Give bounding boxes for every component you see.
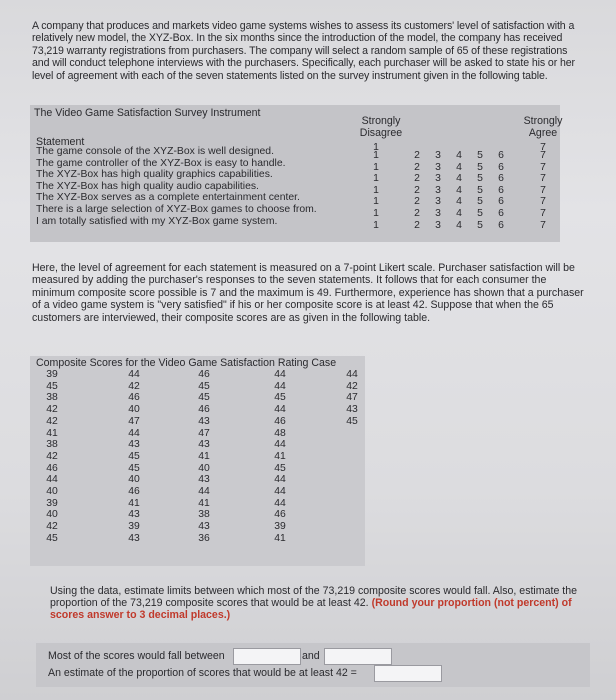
composite-score: 44 xyxy=(346,369,358,380)
composite-score: 43 xyxy=(128,509,140,521)
scale-value: 5 xyxy=(477,173,483,185)
composite-score: 41 xyxy=(128,497,140,509)
composite-score: 44 xyxy=(128,427,140,439)
scale-value: 2 xyxy=(414,219,420,231)
composite-score: 43 xyxy=(346,404,358,416)
scale-value: 1 xyxy=(373,196,379,208)
answer-line-limits xyxy=(48,650,225,662)
composite-score: 47 xyxy=(346,392,358,404)
composite-score: 45 xyxy=(46,532,58,544)
scale-value: 7 xyxy=(540,150,546,161)
scale-value: 3 xyxy=(435,161,441,173)
composite-score: 39 xyxy=(46,497,58,509)
scale-value: 2 xyxy=(414,150,420,161)
composite-score: 42 xyxy=(128,380,140,392)
composite-score: 44 xyxy=(46,474,58,486)
composite-score: 43 xyxy=(128,532,140,544)
statement-item: The XYZ-Box has high quality audio capabilities. xyxy=(36,180,259,192)
composite-score: 44 xyxy=(198,486,210,497)
composite-score: 41 xyxy=(274,450,286,462)
scale-value: 1 xyxy=(373,219,379,231)
scale-value: 5 xyxy=(477,161,483,173)
composite-score: 46 xyxy=(46,462,58,474)
scale-value: 2 xyxy=(414,173,420,185)
scale-value: 2 xyxy=(414,208,420,219)
proportion-input[interactable] xyxy=(374,665,442,682)
composite-score: 38 xyxy=(46,392,58,404)
scale-value: 4 xyxy=(456,219,462,231)
composite-score: 44 xyxy=(274,380,286,392)
scale-value: 7 xyxy=(540,173,546,185)
strongly-disagree-line1: Strongly xyxy=(361,115,401,127)
scale-value: 6 xyxy=(498,184,504,196)
composite-score: 44 xyxy=(274,404,286,416)
scale-value: 3 xyxy=(435,173,441,185)
composite-score: 41 xyxy=(198,450,210,462)
composite-score: 44 xyxy=(274,497,286,509)
statement-item: I am totally satisfied with my XYZ-Box game system. xyxy=(36,215,278,227)
scale-value: 4 xyxy=(456,208,462,219)
scale-value: 7 xyxy=(540,184,546,196)
composite-score: 38 xyxy=(198,509,210,521)
statement-item: The game console of the XYZ-Box is well designed. xyxy=(36,146,274,157)
answer-line-proportion xyxy=(48,667,357,679)
composite-score: 45 xyxy=(198,392,210,404)
composite-score: 43 xyxy=(198,415,210,427)
scale-value: 6 xyxy=(498,150,504,161)
scale-value: 6 xyxy=(498,173,504,185)
composite-table-title: Composite Scores for the Video Game Satisfaction Rating Case xyxy=(36,357,337,369)
strongly-disagree-header xyxy=(352,116,410,139)
composite-score: 36 xyxy=(198,532,210,544)
composite-score: 40 xyxy=(46,486,58,497)
limits-label: Most of the scores would fall between xyxy=(48,650,225,662)
rounding-instruction: (Round your proportion (not percent) of scores answer to 3 decimal places.) xyxy=(50,597,572,622)
strongly-agree-line2: Agree xyxy=(528,126,558,139)
scale-value: 3 xyxy=(435,184,441,196)
scale-value: 4 xyxy=(456,150,462,161)
scale-value: 4 xyxy=(456,173,462,185)
composite-score: 38 xyxy=(46,439,58,451)
composite-score: 42 xyxy=(46,450,58,462)
composite-score: 45 xyxy=(274,392,286,404)
upper-limit-input[interactable] xyxy=(324,648,392,665)
scale-value: 1 xyxy=(373,184,379,196)
scale-value: 3 xyxy=(435,208,441,219)
scale-value: 3 xyxy=(435,219,441,231)
statement-item: The game controller of the XYZ-Box is easy to handle. xyxy=(36,157,286,169)
scale-value: 1 xyxy=(373,142,379,153)
scale-value: 2 xyxy=(414,161,420,173)
intro-paragraph: A company that produces and markets video game systems wishes to assess its customers' level of satisfaction with a relatively new model, the XYZ-Box. In the six months since the introduction of the model, the company has received 73,219 warranty registrations from purchasers. The company will select a random sample of 65 of these registrations and will conduct telephone interviews with the purchasers. Specifically, each purchaser will be asked to state his or her level of agreement with each of the seven statements listed on the survey instrument given in the following table. xyxy=(32,20,575,82)
statement-header: Statement xyxy=(36,136,85,148)
composite-score: 42 xyxy=(46,521,58,533)
composite-score: 47 xyxy=(198,427,210,439)
composite-score: 40 xyxy=(128,474,140,486)
scale-value: 7 xyxy=(540,142,546,153)
composite-score: 44 xyxy=(128,369,140,380)
scale-value: 2 xyxy=(414,196,420,208)
composite-score: 43 xyxy=(128,439,140,451)
and-label: and xyxy=(302,650,320,662)
composite-score: 43 xyxy=(198,474,210,486)
survey-table-title: The Video Game Satisfaction Survey Instrument xyxy=(34,107,261,119)
scale-value: 5 xyxy=(477,184,483,196)
composite-score: 40 xyxy=(128,404,140,416)
composite-score: 45 xyxy=(346,415,358,427)
scale-value: 6 xyxy=(498,219,504,231)
scale-value: 5 xyxy=(477,196,483,208)
composite-score: 40 xyxy=(198,462,210,474)
composite-score: 44 xyxy=(274,486,286,497)
proportion-label: An estimate of the proportion of scores that would be at least 42 = xyxy=(48,667,357,679)
composite-score: 45 xyxy=(274,462,286,474)
composite-score: 41 xyxy=(198,497,210,509)
scale-value: 1 xyxy=(373,173,379,185)
strongly-disagree-line2: Disagree xyxy=(359,126,403,139)
scale-value: 4 xyxy=(456,184,462,196)
composite-score: 43 xyxy=(198,439,210,451)
composite-score: 45 xyxy=(128,450,140,462)
scale-value: 1 xyxy=(373,150,379,161)
question-body: Using the data, estimate limits between which most of the 73,219 composite scores would fall. Also, estimate the proportion of the 73,219 composite scores that would be at least 42. xyxy=(50,585,578,610)
strongly-agree-line1: Strongly xyxy=(523,115,563,127)
scale-value: 3 xyxy=(435,150,441,161)
composite-score: 40 xyxy=(46,509,58,521)
composite-score: 45 xyxy=(46,380,58,392)
strongly-agree-header xyxy=(518,116,568,139)
composite-score: 46 xyxy=(274,415,286,427)
composite-score: 44 xyxy=(274,439,286,451)
composite-score: 42 xyxy=(46,404,58,416)
scale-value: 5 xyxy=(477,219,483,231)
scale-value: 1 xyxy=(373,208,379,219)
scale-value: 7 xyxy=(540,161,546,173)
likert-paragraph: Here, the level of agreement for each statement is measured on a 7-point Likert scale. Purchaser satisfaction will be measured by adding the purchaser's responses to the seven statements. It follows that for each consumer the minimum composite score possible is 7 and the maximum is 49. Furthermore, experience has shown that a purchaser of a video game system is "very satisfied" if his or her composite score is at least 42. Suppose that when the 65 customers are interviewed, their composite scores are as given in the following table. xyxy=(32,262,584,324)
composite-score: 46 xyxy=(198,369,210,380)
scale-value: 7 xyxy=(540,219,546,231)
statement-item: There is a large selection of XYZ-Box games to choose from. xyxy=(36,203,317,215)
composite-score: 42 xyxy=(46,415,58,427)
scale-value: 2 xyxy=(414,184,420,196)
scale-value: 7 xyxy=(540,208,546,219)
composite-score: 45 xyxy=(128,462,140,474)
scale-value: 6 xyxy=(498,196,504,208)
composite-score: 47 xyxy=(128,415,140,427)
composite-score: 39 xyxy=(274,521,286,533)
scale-value: 4 xyxy=(456,196,462,208)
scale-value: 5 xyxy=(477,208,483,219)
scale-value: 6 xyxy=(498,161,504,173)
scale-value: 3 xyxy=(435,196,441,208)
lower-limit-input[interactable] xyxy=(233,648,301,665)
statement-item: The XYZ-Box has high quality graphics capabilities. xyxy=(36,169,273,181)
statement-item: The XYZ-Box serves as a complete entertainment center. xyxy=(36,192,300,204)
composite-score: 44 xyxy=(274,474,286,486)
composite-score: 46 xyxy=(128,392,140,404)
scale-value: 6 xyxy=(498,208,504,219)
scale-value: 4 xyxy=(456,161,462,173)
composite-score: 39 xyxy=(128,521,140,533)
composite-score: 46 xyxy=(128,486,140,497)
composite-score: 41 xyxy=(46,427,58,439)
question-text xyxy=(50,585,600,622)
composite-score: 46 xyxy=(274,509,286,521)
composite-score: 42 xyxy=(346,380,358,392)
scale-value: 1 xyxy=(373,161,379,173)
scale-value: 7 xyxy=(540,196,546,208)
composite-score: 43 xyxy=(198,521,210,533)
composite-score: 48 xyxy=(274,427,286,439)
composite-score: 41 xyxy=(274,532,286,544)
statement-list xyxy=(36,146,317,227)
composite-score: 39 xyxy=(46,369,58,380)
composite-score: 44 xyxy=(274,369,286,380)
composite-score: 46 xyxy=(198,404,210,416)
composite-score: 45 xyxy=(198,380,210,392)
scale-value: 5 xyxy=(477,150,483,161)
